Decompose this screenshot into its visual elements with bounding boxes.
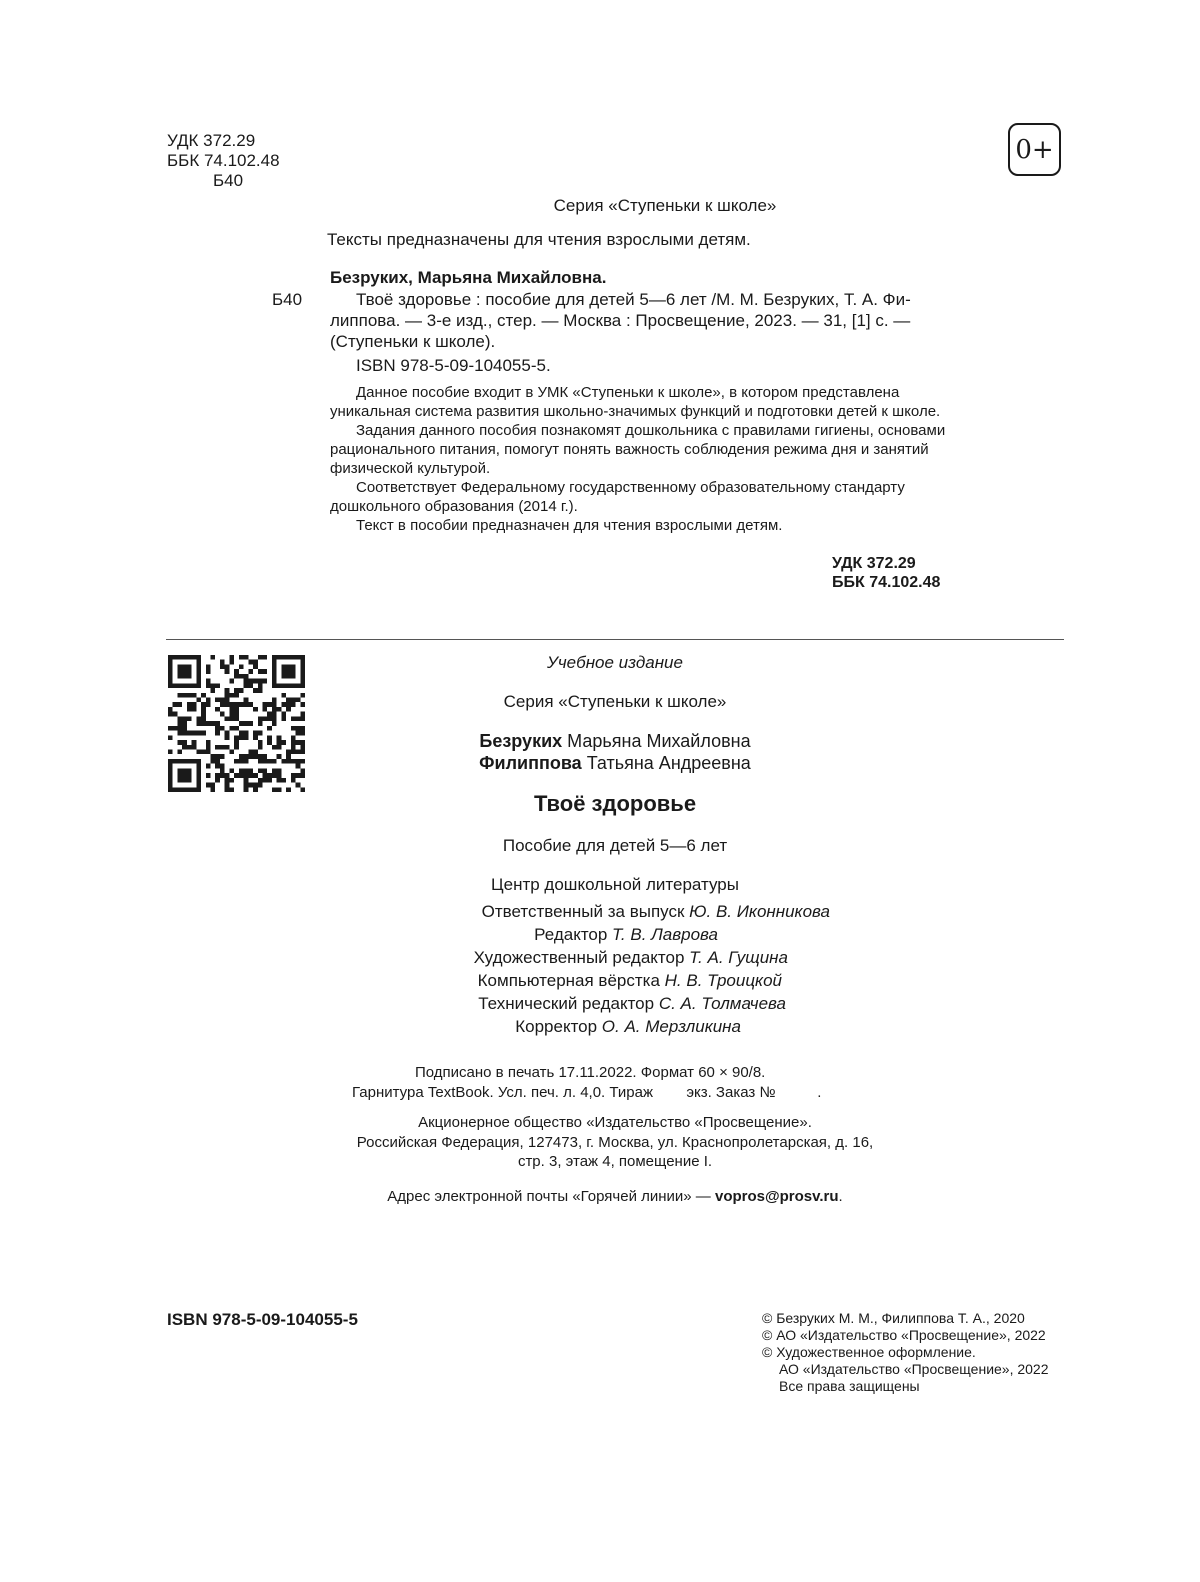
credit-role: Редактор [534,925,613,944]
credits-list [400,900,830,1038]
edition-type: Учебное издание [547,653,683,672]
credit-person: О. А. Мерзликина [601,1017,741,1036]
author-names: Татьяна Андреевна [581,753,751,773]
credit-person: С. А. Толмачева [658,994,786,1013]
credit-line [400,969,830,992]
credit-line [400,900,830,923]
credit-line [400,992,830,1015]
hotline-email: vopros@prosv.ru [714,1188,839,1205]
copyright-block [762,1310,1049,1395]
header-bbk: ББК 74.102.48 [167,151,280,170]
print-info-line: Гарнитура TextBook. Усл. печ. л. 4,0. Тираж экз. Заказ № . [352,1084,822,1101]
copyright-line: © Безруких М. М., Филиппова Т. А., 2020 [762,1310,1025,1326]
catalog-description-line: Твоё здоровье : пособие для детей 5—6 лет /М. М. Безруких, Т. А. Фи- [356,290,911,309]
publisher-line: Российская Федерация, 127473, г. Москва, ул. Краснопролетарская, д. 16, [356,1134,874,1151]
qr-code [168,655,305,792]
book-subtitle: Пособие для детей 5—6 лет [502,836,728,855]
publisher-line: Акционерное общество «Издательство «Просвещение». [418,1114,812,1131]
credit-person: Т. А. Гущина [689,948,788,967]
author-surname: Филиппова [479,753,582,773]
author-surname: Безруких [479,731,563,751]
annotation-paragraph: Текст в пособии предназначен для чтения взрослыми детям. [356,517,783,534]
catalog-annotation [330,383,950,535]
hotline-suffix: . [838,1188,843,1205]
annotation-paragraph: Задания данного пособия познакомят дошкольника с правилами гигиены, основами рационального питания, помогут понять важность соблюдения режима дня и занятий физической культурой. [330,422,946,477]
credit-line [400,946,830,969]
hotline-line [330,1187,900,1206]
credit-person: Ю. В. Иконникова [689,902,830,921]
credit-person: Н. В. Троицкой [664,971,782,990]
reading-note: Тексты предназначены для чтения взрослыми детям. [327,230,751,249]
catalog-author-heading: Безруких, Марьяна Михайловна. [330,268,607,287]
annotation-paragraph: Данное пособие входит в УМК «Ступеньки к школе», в котором представлена уникальная система развития школьно-значимых функций и подготовки детей к школе. [330,384,941,420]
publisher-line: стр. 3, этаж 4, помещение I. [517,1153,713,1170]
age-rating-badge: 0+ [1008,123,1061,176]
credit-person: Т. В. Лаврова [612,925,718,944]
catalog-bbk: ББК 74.102.48 [832,574,941,591]
copyright-line: АО «Издательство «Просвещение», 2022 [779,1361,1049,1377]
annotation-paragraph: Соответствует Федеральному государственному образовательному стандарту дошкольного образования (2014 г.). [330,479,905,515]
author-names: Марьяна Михайловна [562,731,751,751]
credit-line [400,1015,830,1038]
catalog-code: Б40 [272,290,303,309]
credit-role: Корректор [515,1017,602,1036]
copyright-line: Все права защищены [779,1378,920,1394]
section-divider [166,639,1064,640]
print-info-line: Подписано в печать 17.11.2022. Формат 60 × 90/8. [415,1064,766,1081]
publishing-center: Центр дошкольной литературы [491,875,739,894]
imprint-series: Серия «Ступеньки к школе» [503,692,727,711]
header-udk: УДК 372.29 [167,131,256,150]
series-line: Серия «Ступеньки к школе» [553,196,777,215]
footer-isbn: ISBN 978-5-09-104055-5 [167,1310,358,1329]
copyright-line: © АО «Издательство «Просвещение», 2022 [762,1327,1046,1343]
hotline-label: Адрес электронной почты «Горячей линии» — [387,1188,715,1205]
header-code: Б40 [213,171,244,190]
credit-role: Технический редактор [478,994,659,1013]
catalog-isbn: ISBN 978-5-09-104055-5. [356,356,551,375]
credit-role: Художественный редактор [473,948,690,967]
book-title: Твоё здоровье [533,791,697,816]
credit-role: Ответственный за выпуск [481,902,690,921]
credit-line [400,923,830,946]
copyright-line: © Художественное оформление. [762,1344,976,1360]
catalog-description-line: липпова. — 3-е изд., стер. — Москва : Просвещение, 2023. — 31, [1] с. — [330,311,911,330]
catalog-description-line: (Ступеньки к школе). [330,332,496,351]
credit-role: Компьютерная вёрстка [477,971,665,990]
catalog-udk: УДК 372.29 [832,555,916,572]
author-line [415,730,815,752]
author-line [415,752,815,774]
